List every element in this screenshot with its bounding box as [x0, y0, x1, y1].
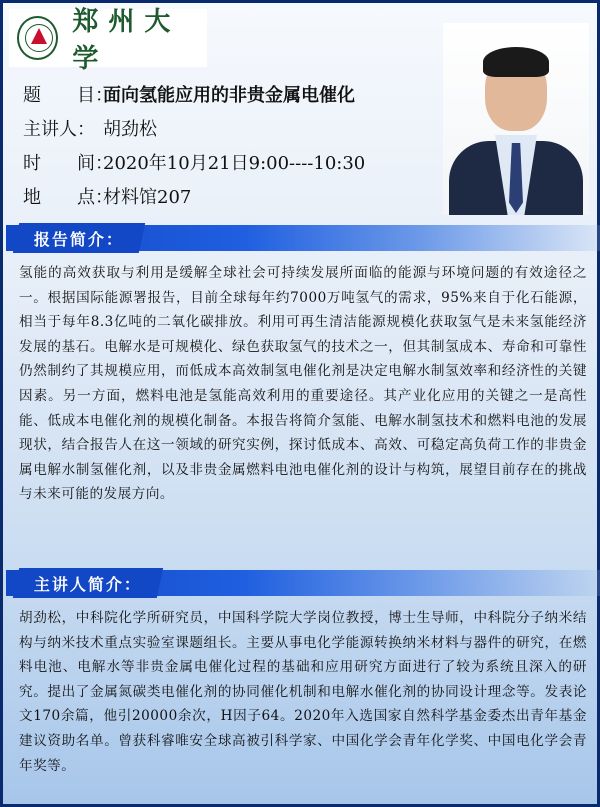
time-row — [23, 145, 365, 179]
title-value: 面向氢能应用的非贵金属电催化 — [103, 85, 355, 106]
title-row — [23, 77, 365, 111]
speaker-section-title: 主讲人简介： — [34, 574, 143, 594]
speaker-value: 胡劲松 — [103, 119, 157, 140]
report-section-title: 报告简介： — [34, 229, 125, 249]
place-label: 地 点： — [23, 187, 113, 208]
speaker-section-header — [6, 570, 600, 596]
lecture-info — [23, 77, 365, 213]
title-label: 题 目： — [23, 85, 113, 106]
place-row — [23, 179, 365, 213]
university-logo — [9, 7, 207, 74]
speaker-photo — [443, 23, 589, 215]
place-value: 材料馆207 — [103, 187, 192, 208]
report-abstract: 氢能的高效获取与利用是缓解全球社会可持续发展所面临的能源与环境问题的有效途径之一。根据国际能源署报告，目前全球每年约7000万吨氢气的需求，95%来自于化石能源，相当于每年8.3亿吨的二氧化碳排放。利用可再生清洁能源规模化获取氢气是未来氢能经济发展的基石。电解水是可规模化、绿色获取氢气的技术之一，但其制氢成本、寿命和可靠性仍然制约了其规模应用，而低成本高效制氢电催化剂是决定电解水制氢效率和经济性的关键因素。另一方面，燃料电池是氢能高效利用的重要途径。其产业化应用的关键之一是高性能、低成本电催化剂的规模化制备。本报告将简介氢能、电解水制氢技术和燃料电池的发展现状，结合报告人在这一领域的研究实例，探讨低成本、高效、可稳定高负荷工作的非贵金属电解水制氢催化剂，以及非贵金属燃料电池电催化剂的设计与构筑，展望目前存在的挑战与未来可能的发展方向。 — [19, 265, 587, 503]
speaker-row — [23, 111, 365, 145]
time-value: 2020年10月21日9:00----10:30 — [103, 153, 366, 174]
time-label: 时 间： — [23, 153, 113, 174]
university-seal-icon — [17, 16, 58, 60]
speaker-label: 主讲人： — [23, 119, 95, 140]
report-section-header — [6, 225, 600, 251]
university-name: 郑州大学 — [72, 7, 181, 74]
speaker-bio: 胡劲松，中科院化学所研究员，中国科学院大学岗位教授，博士生导师，中科院分子纳米结构与纳米技术重点实验室课题组长。主要从事电化学能源转换纳米材料与器件的研究，在燃料电池、电解水等非贵金属电催化过程的基础和应用研究方面进行了较为系统且深入的研究。提出了金属氮碳类电催化剂的协同催化机制和电解水催化剂的协同设计理念等。发表论文170余篇，他引20000余次，H因子64。2020年入选国家自然科学基金委杰出青年基金建议资助名单。曾获科睿唯安全球高被引科学家、中国化学会青年化学奖、中国电化学会青年奖等。 — [19, 610, 587, 774]
